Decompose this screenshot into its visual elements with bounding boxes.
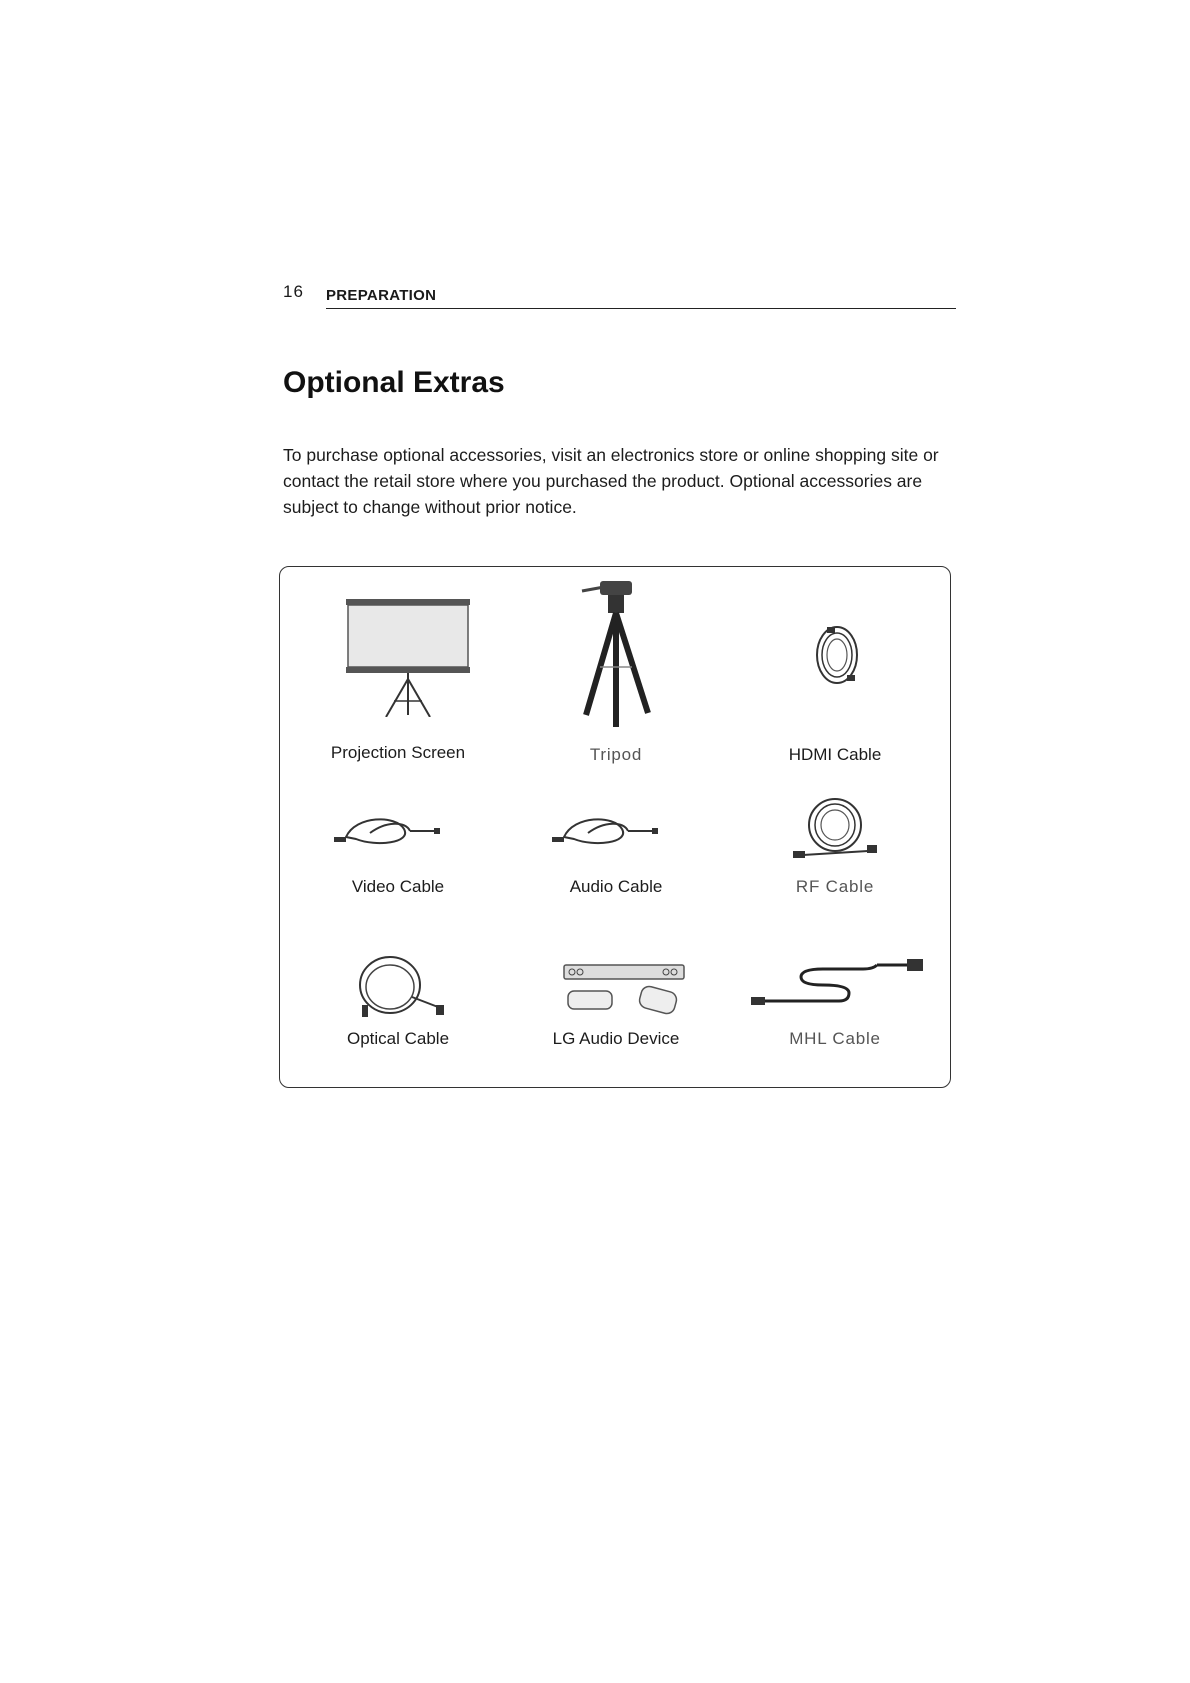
accessories-panel <box>279 566 951 1088</box>
page-title: Optional Extras <box>283 366 505 399</box>
accessory-label: Audio Cable <box>569 877 663 896</box>
accessory-item <box>723 785 947 905</box>
mhl-cable-icon <box>723 947 947 1027</box>
accessory-item <box>504 567 728 764</box>
tripod-icon <box>504 567 728 727</box>
rf-cable-icon <box>723 785 947 875</box>
accessory-item <box>723 567 947 764</box>
projection-screen-icon <box>286 567 510 717</box>
accessory-item <box>504 947 728 1067</box>
accessory-item <box>286 567 510 762</box>
page-number: 16 <box>283 282 304 301</box>
optical-cable-icon <box>286 947 510 1027</box>
accessory-item <box>723 947 947 1067</box>
hdmi-cable-icon <box>723 567 947 727</box>
intro-paragraph: To purchase optional accessories, visit an electronics store or online shopping site or contact the retail store where you purchased the product. Optional accessories are subject to change without prior notice. <box>283 444 939 517</box>
accessory-label: Projection Screen <box>330 743 466 762</box>
accessory-item <box>286 785 510 905</box>
accessory-label: Video Cable <box>351 877 445 896</box>
accessory-label: HDMI Cable <box>788 745 882 764</box>
section-title: PREPARATION <box>326 287 437 304</box>
accessory-label: MHL Cable <box>789 1029 881 1048</box>
accessory-label: RF Cable <box>795 877 875 896</box>
header-rule <box>326 308 956 309</box>
audio-cable-icon <box>504 785 728 875</box>
accessory-label: Tripod <box>589 745 643 764</box>
accessory-item <box>286 947 510 1067</box>
accessory-label: LG Audio Device <box>552 1029 680 1048</box>
accessory-label: Optical Cable <box>346 1029 450 1048</box>
accessory-item <box>504 785 728 905</box>
lg-audio-device-icon <box>504 947 728 1027</box>
video-cable-icon <box>286 785 510 875</box>
page-header <box>283 280 956 310</box>
